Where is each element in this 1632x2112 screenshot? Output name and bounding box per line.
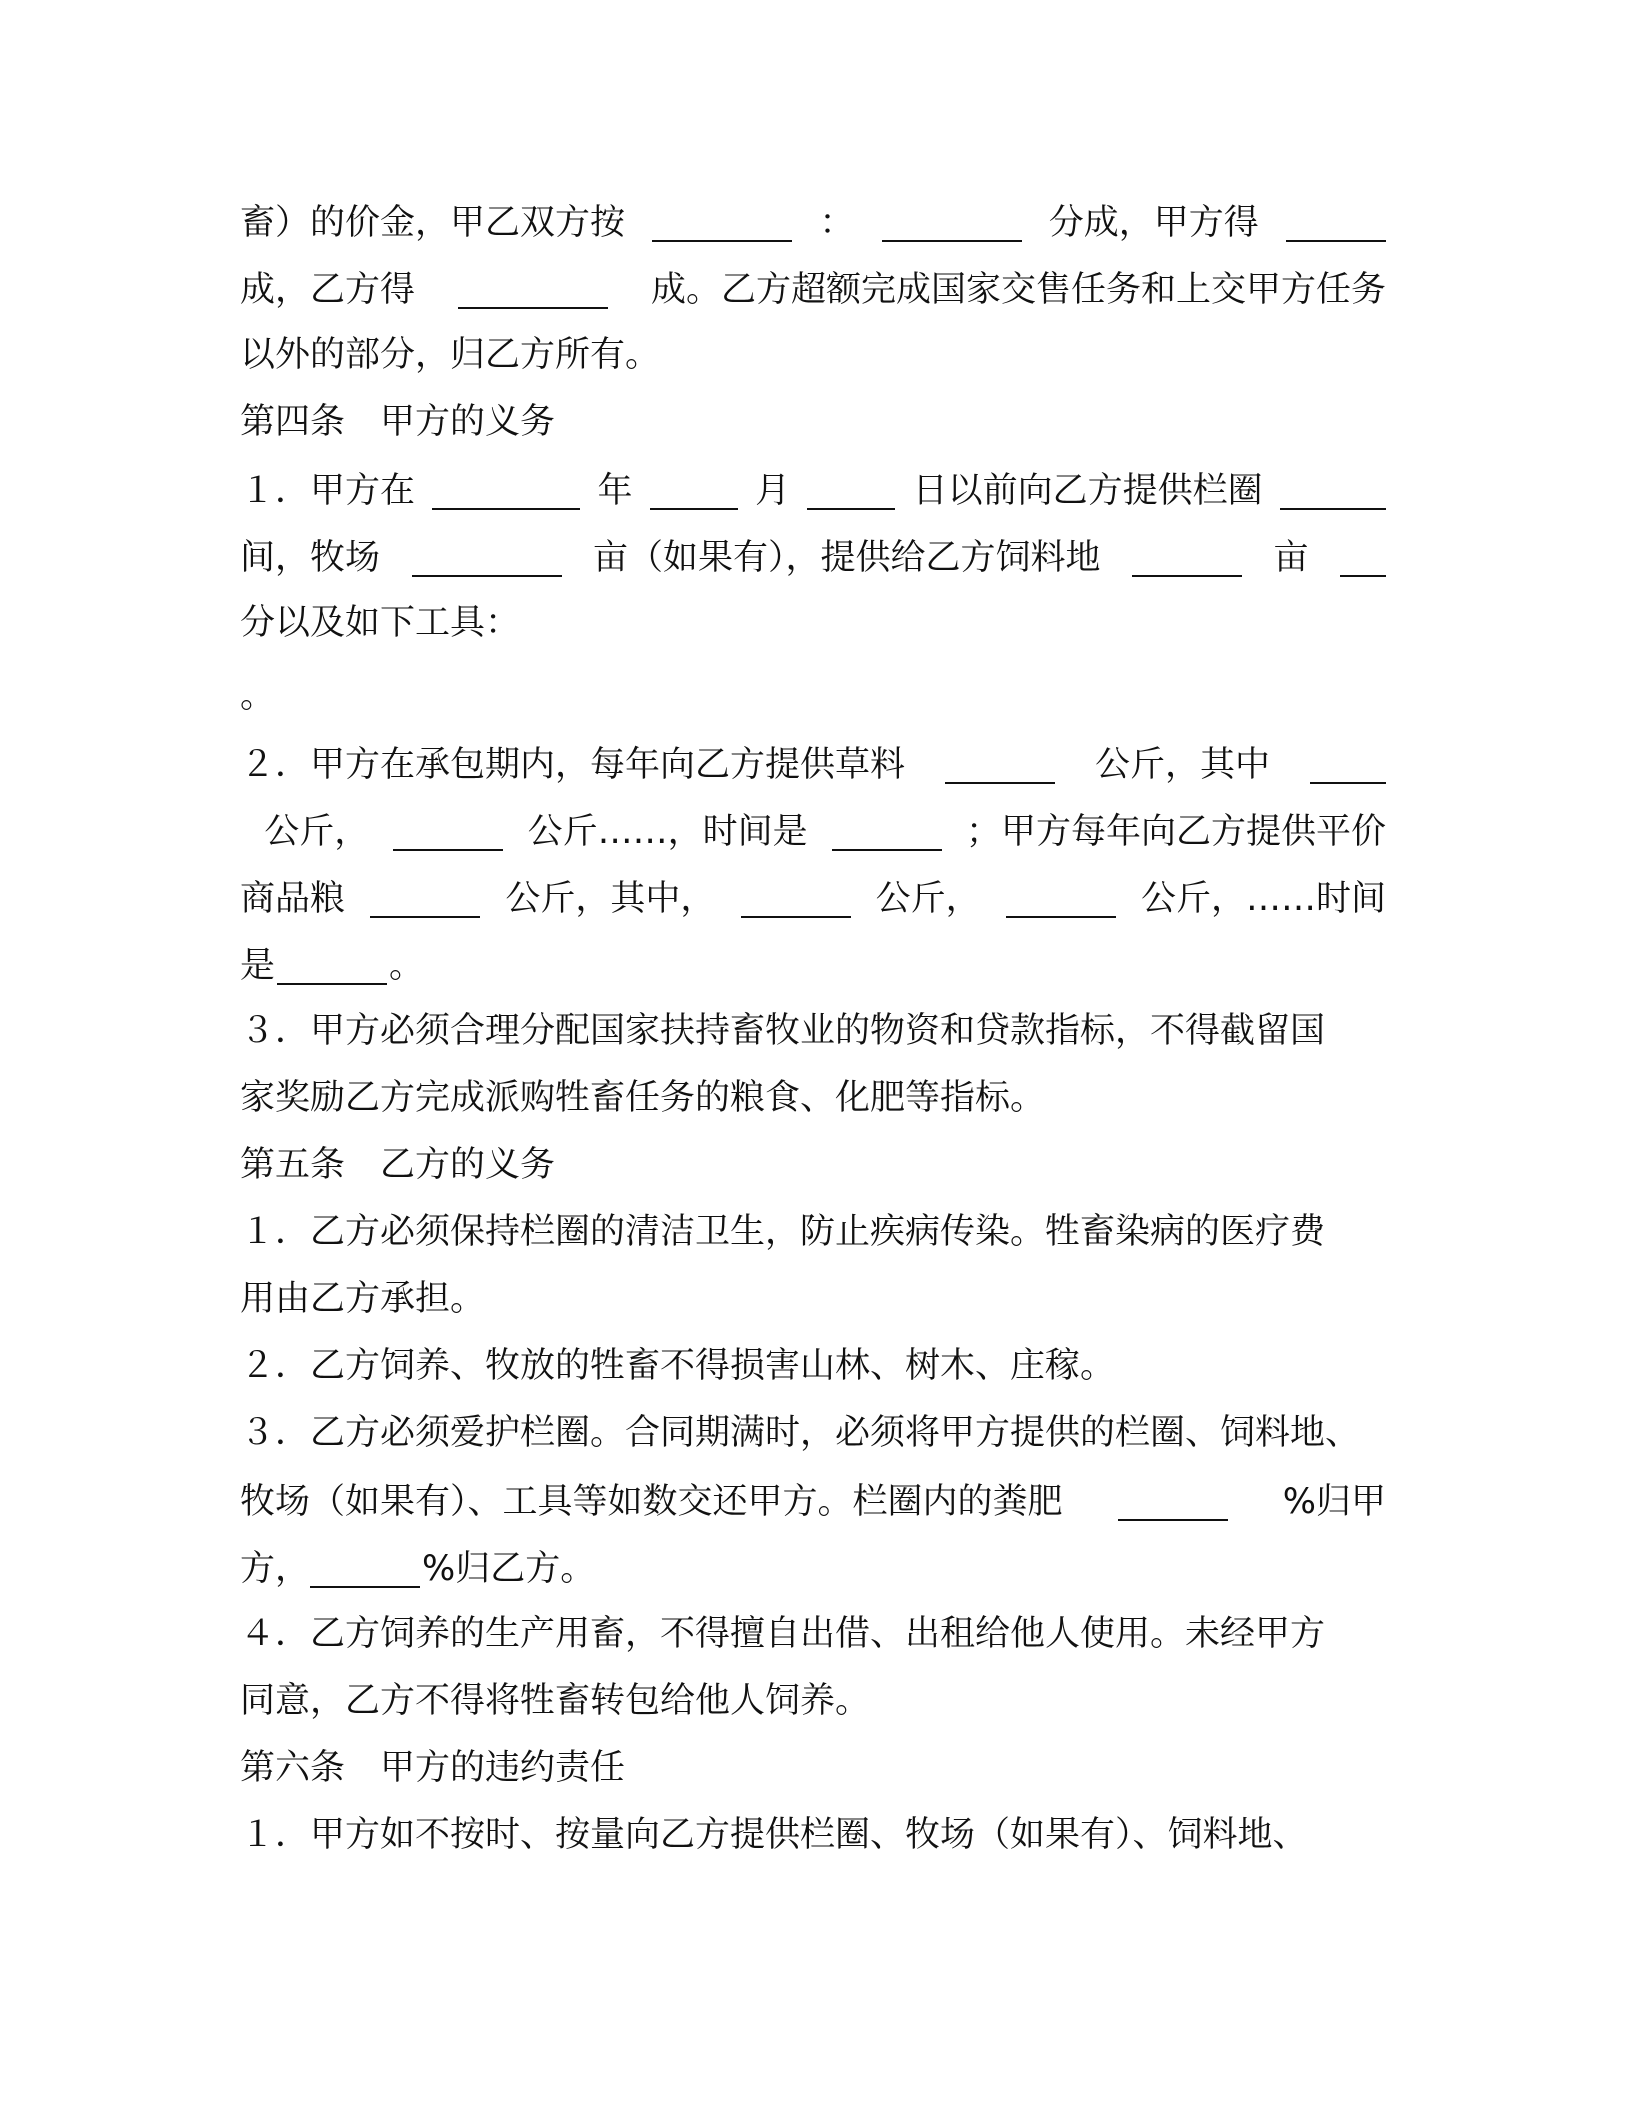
fill-in-blank[interactable] <box>1340 531 1386 577</box>
text-segment: 亩 <box>1273 538 1309 578</box>
fill-in-blank[interactable] <box>412 531 562 577</box>
text-segment: ４．乙方饲养的生产用畜，不得擅自出借、出租给他人使用。未经甲方 <box>240 1614 1326 1654</box>
text-line <box>240 1668 1386 1735</box>
fill-in-blank[interactable] <box>458 263 608 309</box>
text-line <box>240 188 1386 255</box>
text-segment: １．乙方必须保持栏圈的清洁卫生，防止疾病传染。牲畜染病的医疗费 <box>240 1212 1326 1252</box>
document-page <box>240 188 1386 1869</box>
article-heading <box>240 389 1386 456</box>
text-line <box>240 322 1386 389</box>
text-segment: 。 <box>240 676 276 716</box>
text-segment: 间，牧场 <box>240 538 381 578</box>
text-line <box>240 1065 1386 1132</box>
text-segment: 成。乙方超额完成国家交售任务和上交甲方任务 <box>650 270 1386 310</box>
text-segment: 商品粮 <box>240 879 346 919</box>
fill-in-blank[interactable] <box>1006 872 1116 918</box>
text-segment: 年 <box>597 471 633 511</box>
text-segment: 是 <box>240 946 276 986</box>
text-segment: ２．甲方在承包期内，每年向乙方提供草料 <box>240 745 906 785</box>
text-line <box>240 931 1386 998</box>
text-segment: 公斤，……时间 <box>1140 879 1386 919</box>
text-segment: 成，乙方得 <box>240 270 416 310</box>
text-segment: ；甲方每年向乙方提供平价 <box>965 812 1386 852</box>
text-segment: 牧场（如果有）、工具等如数交还甲方。栏圈内的粪肥 <box>240 1482 1063 1522</box>
fill-in-blank[interactable] <box>393 805 503 851</box>
text-line <box>240 1601 1386 1668</box>
text-segment: 公斤， <box>264 812 370 852</box>
fill-in-blank[interactable] <box>1280 464 1386 510</box>
text-segment: %归甲 <box>1282 1482 1386 1522</box>
text-line <box>240 998 1386 1065</box>
text-segment: 亩（如果有），提供给乙方饲料地 <box>592 538 1101 578</box>
text-line <box>240 797 1386 864</box>
article-heading <box>240 1132 1386 1199</box>
text-line <box>240 730 1386 797</box>
text-segment: 分成，甲方得 <box>1048 203 1259 243</box>
fill-in-blank[interactable] <box>370 872 480 918</box>
text-segment: 公斤，其中， <box>505 879 716 919</box>
text-line <box>240 1400 1386 1467</box>
text-segment: 日以前向乙方提供栏圈 <box>912 471 1263 511</box>
text-segment: 同意，乙方不得将牲畜转包给他人饲养。 <box>240 1681 871 1721</box>
text-segment: １．甲方如不按时、按量向乙方提供栏圈、牧场（如果有）、饲料地、 <box>240 1815 1308 1855</box>
text-line <box>240 1534 1386 1601</box>
text-line <box>240 1199 1386 1266</box>
text-line <box>240 523 1386 590</box>
fill-in-blank[interactable] <box>1132 531 1242 577</box>
text-line <box>240 255 1386 322</box>
article-heading <box>240 1735 1386 1802</box>
fill-in-blank[interactable] <box>807 464 895 510</box>
text-segment: 方， <box>240 1549 311 1589</box>
text-segment: ２．乙方饲养、牧放的牲畜不得损害山林、树木、庄稼。 <box>240 1346 1116 1386</box>
fill-in-blank[interactable] <box>741 872 851 918</box>
text-segment: ３．甲方必须合理分配国家扶持畜牧业的物资和贷款指标，不得截留国 <box>240 1011 1326 1051</box>
text-line <box>240 590 1386 657</box>
text-segment: 公斤，其中 <box>1094 745 1270 785</box>
text-line <box>240 1333 1386 1400</box>
text-segment: 第六条 甲方的违约责任 <box>240 1748 626 1788</box>
fill-in-blank[interactable] <box>650 464 738 510</box>
fill-in-blank[interactable] <box>1310 738 1386 784</box>
fill-in-blank[interactable] <box>945 738 1055 784</box>
text-segment: 第四条 甲方的义务 <box>240 402 556 442</box>
text-segment: １．甲方在 <box>240 471 416 511</box>
fill-in-blank[interactable] <box>1286 196 1386 242</box>
text-segment: 公斤， <box>875 879 981 919</box>
text-segment: 月 <box>755 471 791 511</box>
text-segment: ： <box>819 203 855 243</box>
text-line <box>240 1467 1386 1534</box>
fill-in-blank[interactable] <box>277 939 387 985</box>
text-segment: 第五条 乙方的义务 <box>240 1145 556 1185</box>
text-segment: 畜）的价金，甲乙双方按 <box>240 203 626 243</box>
text-line <box>240 864 1386 931</box>
text-segment: 家奖励乙方完成派购牲畜任务的粮食、化肥等指标。 <box>240 1078 1046 1118</box>
text-line <box>240 456 1386 523</box>
text-segment: ３．乙方必须爱护栏圈。合同期满时，必须将甲方提供的栏圈、饲料地、 <box>240 1413 1361 1453</box>
text-segment: 以外的部分，归乙方所有。 <box>240 335 661 375</box>
fill-in-blank[interactable] <box>652 196 792 242</box>
fill-in-blank[interactable] <box>310 1542 420 1588</box>
text-segment: 。 <box>389 946 425 986</box>
text-segment: 公斤……，时间是 <box>527 812 808 852</box>
fill-in-blank[interactable] <box>432 464 580 510</box>
fill-in-blank[interactable] <box>1118 1475 1228 1521</box>
text-line <box>240 1802 1386 1869</box>
text-segment: 分以及如下工具： <box>240 603 521 643</box>
text-line <box>240 657 1386 730</box>
text-segment: %归乙方。 <box>422 1549 596 1589</box>
fill-in-blank[interactable] <box>832 805 942 851</box>
fill-in-blank[interactable] <box>882 196 1022 242</box>
text-line <box>240 1266 1386 1333</box>
text-segment: 用由乙方承担。 <box>240 1279 486 1319</box>
